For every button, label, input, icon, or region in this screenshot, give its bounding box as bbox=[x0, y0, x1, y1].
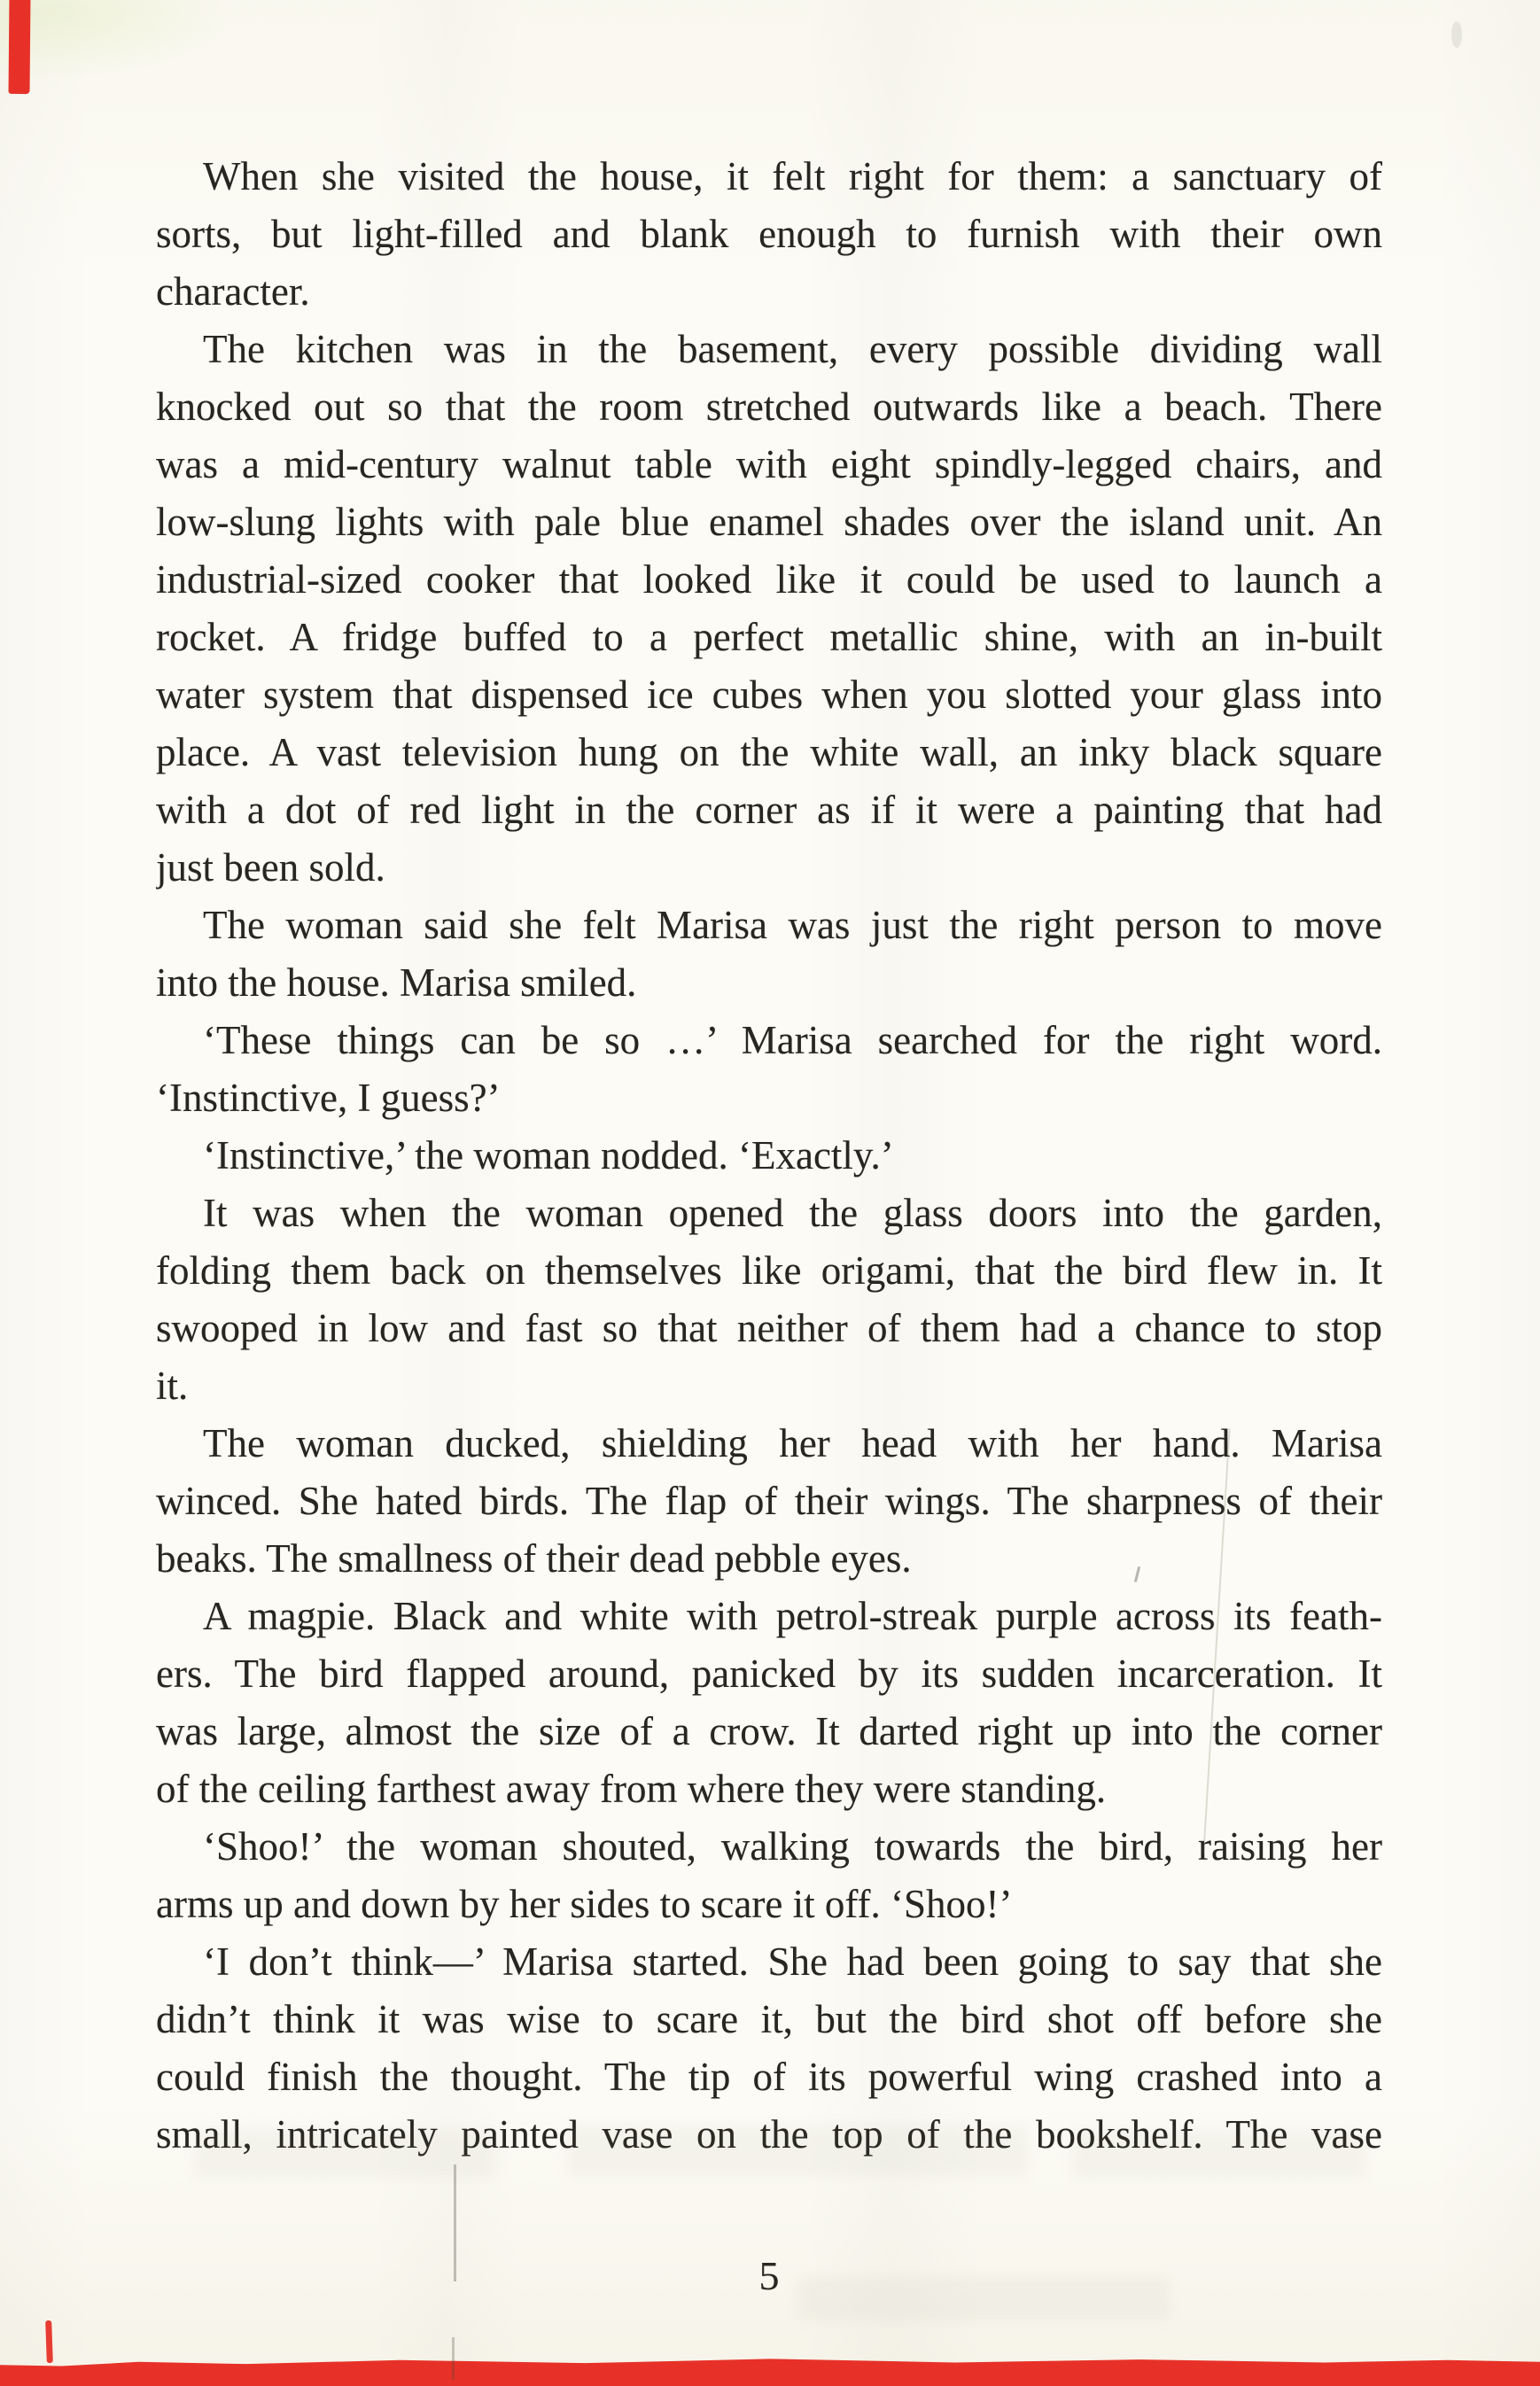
text-line: It was when the woman opened the glass doors into the garden, bbox=[203, 1191, 1382, 1235]
text-line: knocked out so that the room stretched outwards like a beach. There bbox=[156, 385, 1382, 429]
text-line: The kitchen was in the basement, every possible dividing wall bbox=[203, 327, 1382, 371]
text-line: sorts, but light-filled and blank enough to furnish with their own bbox=[156, 212, 1382, 256]
page-number: 5 bbox=[758, 2253, 780, 2298]
red-cover-edge-bottom bbox=[0, 2356, 1540, 2386]
text-line: folding them back on themselves like origami, that the bird flew in. It bbox=[156, 1248, 1382, 1293]
text-line: low-slung lights with pale blue enamel shades over the island unit. An bbox=[156, 500, 1382, 544]
text-line: The woman said she felt Marisa was just the right person to move bbox=[203, 903, 1382, 947]
text-line: small, intricately painted vase on the top of the bookshelf. The vase bbox=[156, 2112, 1382, 2157]
body-text bbox=[156, 148, 1382, 2164]
text-line: of the ceiling farthest away from where they were standing. bbox=[156, 1767, 1107, 1811]
text-line: When she visited the house, it felt right for them: a sanctuary of bbox=[203, 154, 1382, 198]
scan-showthrough bbox=[567, 2125, 1028, 2176]
text-line: was a mid-century walnut table with eight spindly-legged chairs, and bbox=[156, 442, 1382, 486]
text-line: water system that dispensed ice cubes when you slotted your glass into bbox=[156, 672, 1382, 717]
text-line: ‘Instinctive,’ the woman nodded. ‘Exactly.’ bbox=[203, 1133, 894, 1177]
text-line: swooped in low and fast so that neither of them had a chance to stop bbox=[156, 1306, 1382, 1350]
scan-artifact-vertical-line bbox=[454, 2164, 456, 2281]
text-line: ers. The bird flapped around, panicked by its sudden incarceration. It bbox=[156, 1652, 1382, 1696]
scan-artifact-smudge bbox=[1451, 21, 1462, 48]
text-line: winced. She hated birds. The flap of their wings. The sharpness of their bbox=[156, 1479, 1382, 1523]
text-line: ‘Instinctive, I guess?’ bbox=[156, 1076, 501, 1120]
text-line: ‘Shoo!’ the woman shouted, walking towards the bird, raising her bbox=[203, 1824, 1382, 1869]
text-line: industrial-sized cooker that looked like it could be used to launch a bbox=[156, 557, 1382, 602]
text-line: just been sold. bbox=[156, 845, 385, 890]
text-line: place. A vast television hung on the white wall, an inky black square bbox=[156, 730, 1382, 774]
scan-showthrough bbox=[797, 2277, 1170, 2321]
text-line: could finish the thought. The tip of its powerful wing crashed into a bbox=[156, 2055, 1382, 2099]
text-line: beaks. The smallness of their dead pebble eyes. bbox=[156, 1536, 912, 1581]
text-line: it. bbox=[156, 1364, 189, 1408]
scan-artifact-vertical-line bbox=[452, 2337, 455, 2380]
red-cover-edge-top-left bbox=[9, 0, 31, 94]
text-line: character. bbox=[156, 269, 310, 314]
scan-showthrough bbox=[195, 2128, 496, 2178]
red-cover-sliver-bottom-left bbox=[45, 2320, 53, 2363]
text-line: ‘These things can be so …’ Marisa searched for the right word. bbox=[203, 1018, 1382, 1062]
scan-showthrough bbox=[1072, 2130, 1365, 2178]
text-line: A magpie. Black and white with petrol-streak purple across its feath- bbox=[203, 1594, 1382, 1638]
text-line: with a dot of red light in the corner as if it were a painting that had bbox=[156, 788, 1382, 832]
text-line: didn’t think it was wise to scare it, but the bird shot off before she bbox=[156, 1997, 1382, 2041]
text-line: The woman ducked, shielding her head with her hand. Marisa bbox=[203, 1421, 1382, 1465]
text-line: arms up and down by her sides to scare it off. ‘Shoo!’ bbox=[156, 1882, 1013, 1926]
text-line: into the house. Marisa smiled. bbox=[156, 960, 637, 1005]
text-line: rocket. A fridge buffed to a perfect metallic shine, with an in-built bbox=[156, 615, 1382, 659]
text-line: was large, almost the size of a crow. It darted right up into the corner bbox=[156, 1709, 1382, 1753]
text-line: ‘I don’t think—’ Marisa started. She had been going to say that she bbox=[203, 1939, 1382, 1984]
